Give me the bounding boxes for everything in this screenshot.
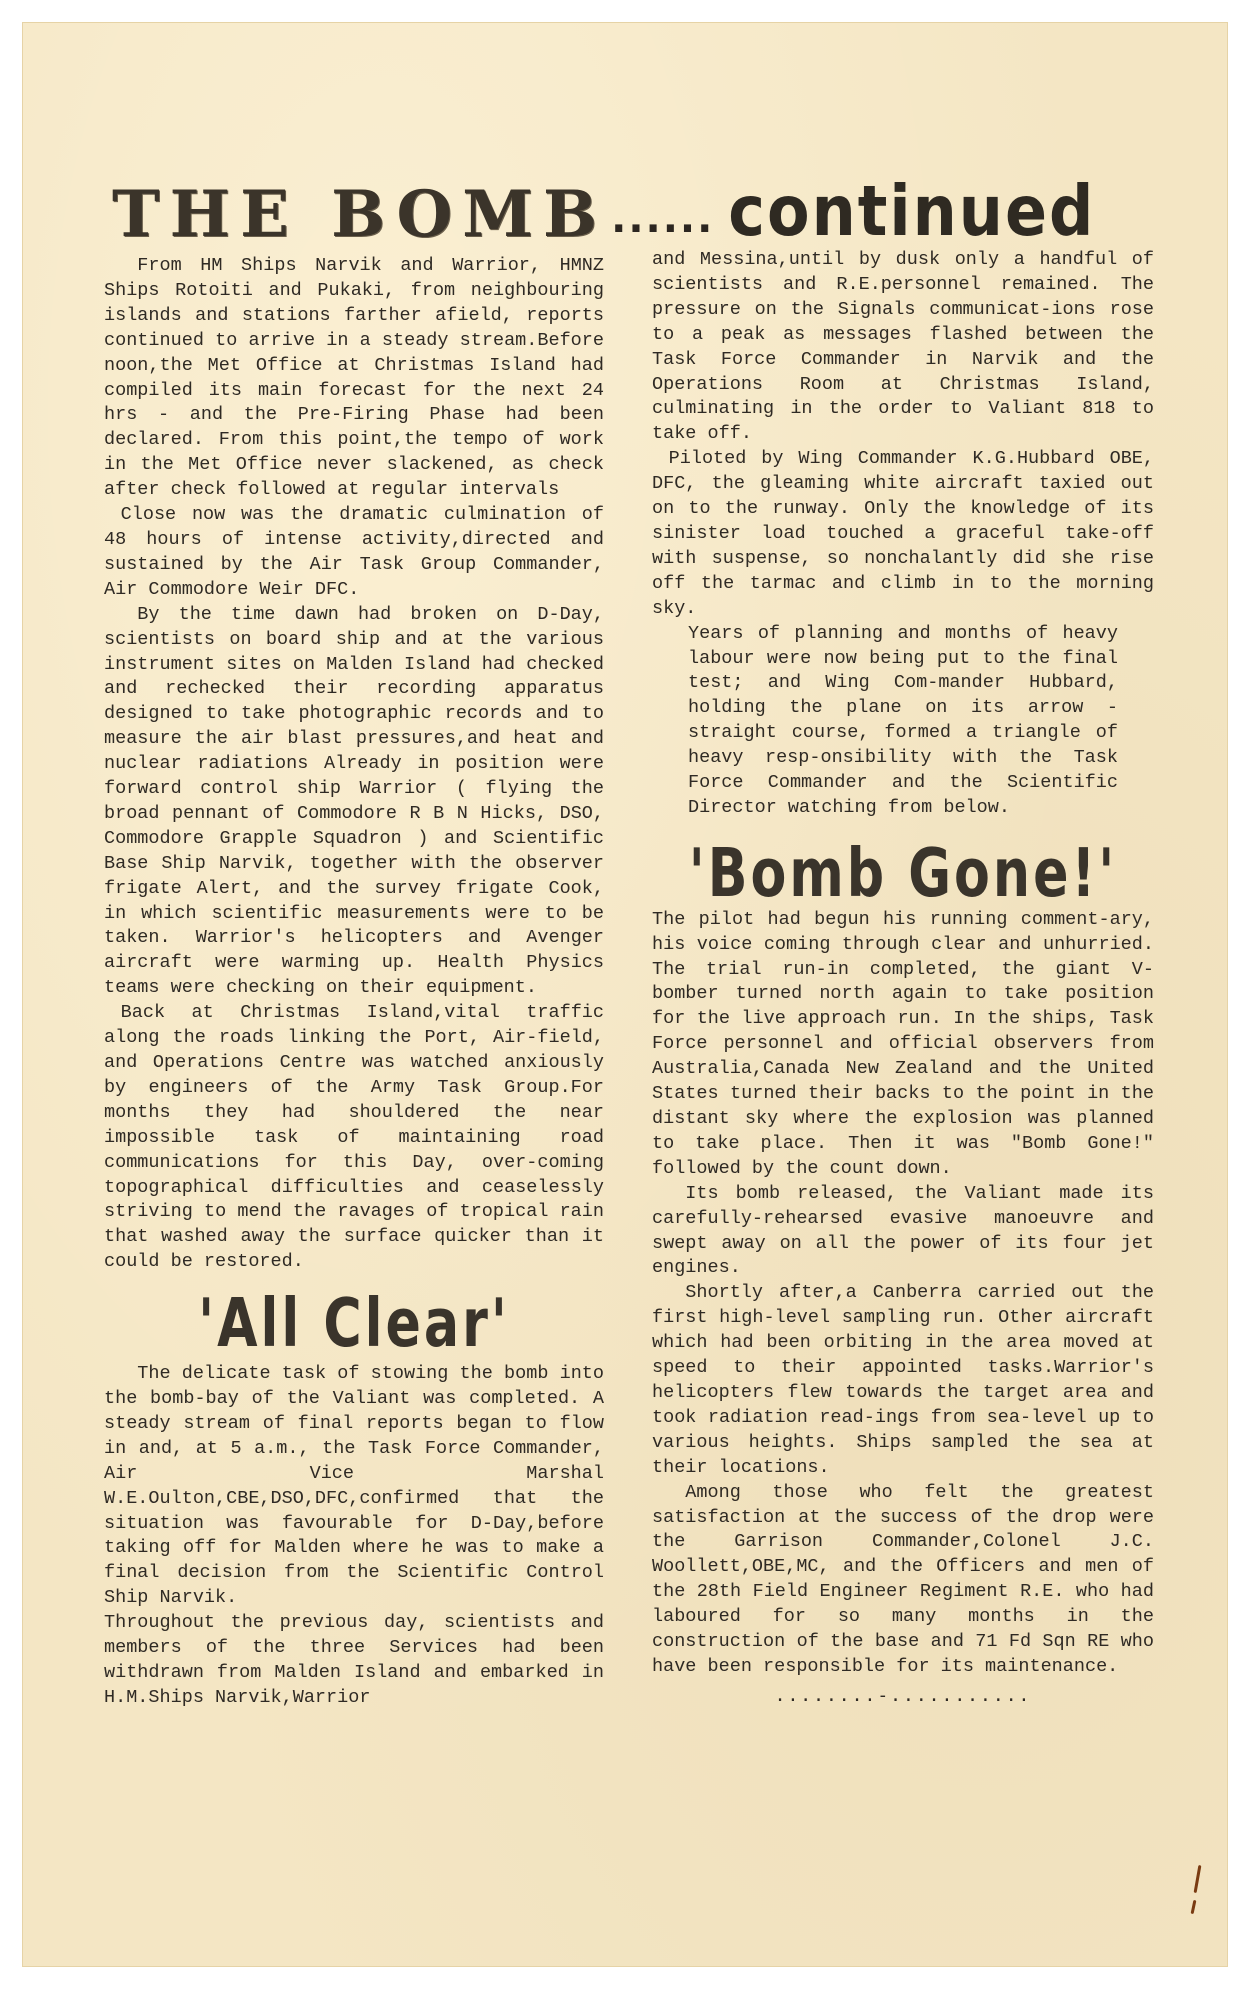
paragraph: Among those who felt the greatest satisfaction at the success of the drop were the Garrison Commander,Colonel J.C. Woollett,OBE,MC, and the Officers and men of the 28th Field Engineer Regiment R.E. who had laboured for so many months in the construction of the base and 71 Fd Sqn RE who have been responsible for its maintenance. [652, 1481, 1154, 1677]
paragraph: The pilot had begun his running comment-ary, his voice coming through clear and unhurried. The trial run-in completed, the giant V-bomber turned north again to take position for the live approach run. In the ships, Task Force personnel and official observers from Australia,Canada New Zealand and the United States turned their backs to the point in the distant sky where the explosion was planned to take place. Then it was "Bomb Gone!" followed by the count down. [652, 908, 1154, 1179]
headline-title: THE BOMB [112, 177, 608, 252]
paragraph: The delicate task of stowing the bomb into the bomb-bay of the Valiant was completed. A steady stream of final reports began to flow in and, at 5 a.m., the Task Force Commander, Air Vice Marshal W.E.Oulton,CBE,DSO,DFC,confirmed that the situation was favourable for D-Day,before taking off for Malden where he was to make a final decision from the Scientific Control Ship Narvik. [104, 1363, 604, 1609]
paragraph: From HM Ships Narvik and Warrior, HMNZ Ships Rotoiti and Pukaki, from neighbouring islands and stations farther afield, reports continued to arrive in a steady stream.Before noon,the Met Office at Christmas Island had compiled its main forecast for the next 24 hrs - and the Pre-Firing Phase had been declared. From this point,the tempo of work in the Met Office never slackened, as check after check followed at regular intervals [104, 255, 604, 501]
headline [112, 172, 1182, 252]
paragraph: Its bomb released, the Valiant made its carefully-rehearsed evasive manoeuvre and swept away on all the power of its four jet engines. [652, 1182, 1154, 1279]
paragraph: Throughout the previous day, scientists and members of the three Services had been withdrawn from Malden Island and embarked in H.M.Ships Narvik,Warrior [104, 1612, 604, 1708]
paragraph: Piloted by Wing Commander K.G.Hubbard OBE, DFC, the gleaming white aircraft taxied out on to the runway. Only the knowledge of its sinister load touched a graceful take-off with suspense, so nonchalantly did she rise off the tarmac and climb in to the morning sky. [652, 448, 1154, 619]
paragraph: and Messina,until by dusk only a handful of scientists and R.E.personnel remained. The pressure on the Signals communicat-ions rose to a peak as messages flashed between the Task Force Commander in Narvik and the Operations Room at Christmas Island, culminating in the order to Valiant 818 to take off. [652, 249, 1154, 445]
headline-continued: continued [728, 170, 1096, 252]
paragraph: Back at Christmas Island,vital traffic along the roads linking the Port, Air-field, and Operations Centre was watched anxiously by engineers of the Army Task Group.For months they had shouldered the near impossible task of maintaining road communications for this Day, over-coming topographical difficulties and ceaselessly striving to mend the ravages of tropical rain that washed away the surface quicker than it could be restored. [104, 1002, 604, 1273]
left-column [104, 254, 604, 1711]
right-column [652, 248, 1154, 1709]
paragraph: By the time dawn had broken on D-Day, scientists on board ship and at the various instrument sites on Malden Island had checked and rechecked their recording apparatus designed to take photographic records and to measure the air blast pressures,and heat and nuclear radiations Already in position were forward control ship Warrior ( flying the broad pennant of Commodore R B N Hicks, DSO, Commodore Grapple Squadron ) and Scientific Base Ship Narvik, together with the observer frigate Alert, and the survey frigate Cook, in which scientific measurements were to be taken. Warrior's helicopters and Avenger aircraft were warming up. Health Physics teams were checking on their equipment. [104, 603, 604, 999]
paragraph: Shortly after,a Canberra carried out the first high-level sampling run. Other aircraft which had been orbiting in the area moved at speed to their appointed tasks.Warrior's helicopters flew towards the target area and took radiation read-ings from sea-level up to various heights. Ships sampled the sea at their locations. [652, 1282, 1154, 1478]
headline-dots: ...... [611, 196, 715, 242]
paragraph: Close now was the dramatic culmination of 48 hours of intense activity,directed and sustained by the Air Task Group Commander, Air Commodore Weir DFC. [104, 504, 604, 600]
end-of-article-marker: ........-........... [774, 1684, 1032, 1706]
subheading-bomb-gone: 'Bomb Gone!' [688, 833, 1118, 912]
indented-paragraph: Years of planning and months of heavy labour were now being put to the final test; and Wing Com-mander Hubbard, holding the plane on its arrow - straight course, formed a triangle of heavy resp-onsibility with the Task Force Commander and the Scientific Director watching from below. [688, 622, 1118, 818]
subheading-all-clear: 'All Clear' [198, 1283, 510, 1363]
